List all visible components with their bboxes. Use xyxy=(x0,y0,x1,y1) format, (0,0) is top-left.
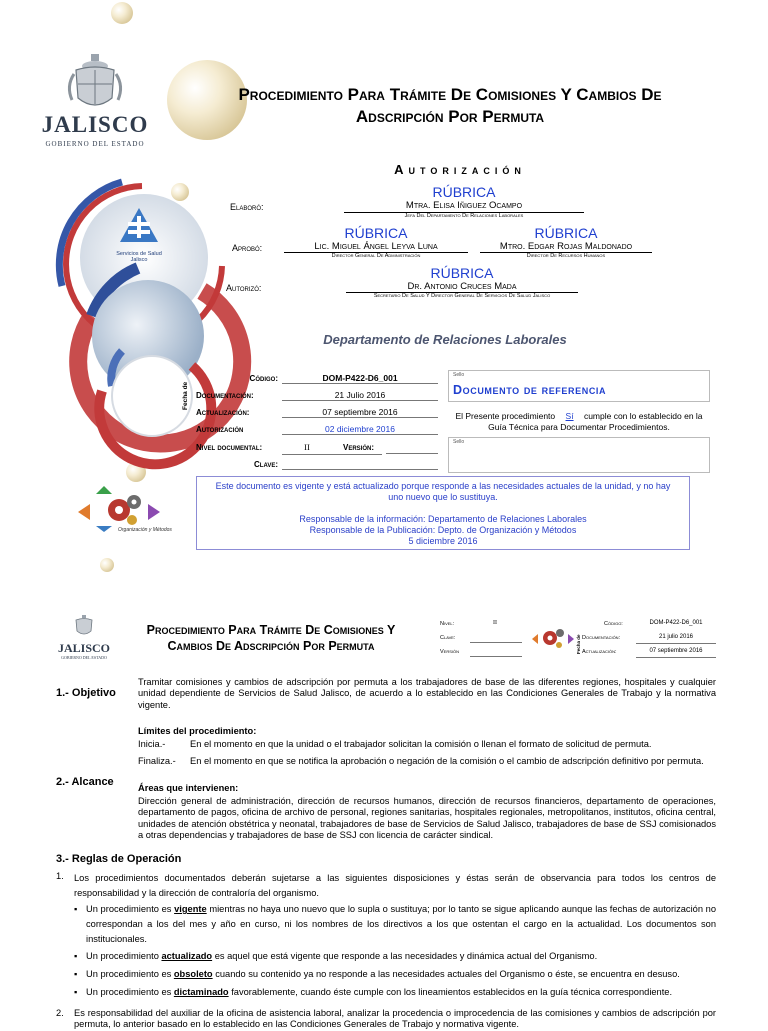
vigencia-notice xyxy=(196,476,690,550)
b1-key: vigente xyxy=(174,904,207,914)
page2-title-line2: Cambios De Adscripción Por Permuta xyxy=(167,639,375,653)
page2-clave-line xyxy=(470,642,522,643)
page2-version-label: Versión xyxy=(440,649,460,655)
page2-actualizacion-label: Actualización: xyxy=(582,649,617,655)
presente-post: cumple con lo establecido en la Guía Técnica para Documentar Procedimientos. xyxy=(488,411,703,432)
b3-key: obsoleto xyxy=(173,969,213,979)
reglas-title: 3.- Reglas de Operación xyxy=(56,853,182,865)
page2-codigo-label: Código: xyxy=(604,621,623,627)
document-title-line2: Adscripción Por Permuta xyxy=(355,107,545,126)
documentacion-label: Documentación: xyxy=(196,391,254,400)
documentacion-value: 21 Julio 2016 xyxy=(282,390,438,401)
page2-jalisco-subtitle: GOBIERNO DEL ESTADO xyxy=(61,655,107,660)
page-separator xyxy=(0,600,768,608)
autorizo-rubrica: RÚBRICA xyxy=(430,265,494,281)
autorizacion-label: Autorización xyxy=(196,425,244,434)
page2-version-line xyxy=(470,656,522,657)
autorizo-label: Autorizó: xyxy=(226,283,262,293)
page2-clave-label: Clave: xyxy=(440,635,456,641)
b1-pre: Un procedimiento es xyxy=(86,904,172,914)
finaliza-body: En el momento en que se notifica la aprobación o negación de la comisión o el cambio de adscripción definitivo por permuta. xyxy=(190,756,704,766)
sello-box-bottom xyxy=(448,437,710,473)
actualizacion-value: 07 septiembre 2016 xyxy=(282,407,438,418)
elaboro-role: Jefa Del Departamento De Relaciones Laborales xyxy=(404,213,524,219)
bullet-dot: ▪ xyxy=(74,904,78,914)
nivel-documental-value: II xyxy=(304,442,310,452)
areas-text: Dirección general de administración, dirección de recursos humanos, dirección de recursos financieros, departamento de operaciones, departamento de pagos, oficina de archivo de personal, regiones sanitarias, hospitales regionales, metropolitanos, institutos, oficina central, unidades de atención obstétrica y neonatal, trabajadores de base de Servicios de Salud Jalisco, trabajadores de base de SSJ comisionados a otras dependencias y trabajadores de base de SSJ con licencia de carácter sindical. xyxy=(138,796,716,840)
bullet-vigente-body xyxy=(86,902,716,947)
inicia-text: En el momento en que la unidad o el trabajador solicitan la comisión o llenan el formato de solicitud de permuta. xyxy=(190,739,652,749)
ssj-logo xyxy=(104,206,174,270)
nivel-underline xyxy=(282,454,382,455)
organizacion-metodos-text: Organización y Métodos xyxy=(118,527,172,533)
objetivo-title: 1.- Objetivo xyxy=(56,687,116,699)
page2-actualizacion-line xyxy=(636,657,716,658)
page2-documentacion-label: Documentación: xyxy=(582,635,621,641)
b3-pre: Un procedimiento es xyxy=(86,969,172,979)
bullet-obsoleto-body xyxy=(86,967,716,982)
autorizacion-heading: Autorización xyxy=(394,162,526,177)
elaboro-label: Elaboró: xyxy=(230,202,264,212)
clave-label: Clave: xyxy=(254,460,278,469)
limites-title: Límites del procedimiento: xyxy=(138,726,257,736)
page2-title-line1: Procedimiento Para Trámite De Comisiones Y xyxy=(146,623,396,637)
ssj-emblem-icon xyxy=(116,206,162,246)
presente-procedimiento-text xyxy=(448,411,710,433)
publication-date: 5 diciembre 2016 xyxy=(408,536,478,546)
page2-codigo-value: DOM-P422-D6_001 xyxy=(649,620,703,626)
page2-actualizacion-value: 07 septiembre 2016 xyxy=(649,648,703,654)
reglas-item2-num: 2. xyxy=(56,1008,64,1018)
decorative-bubble xyxy=(111,2,133,24)
b2-pre: Un procedimiento xyxy=(86,951,159,961)
sello-label: Sello xyxy=(453,372,465,378)
reglas-item2: Es responsabilidad del auxiliar de la oficina de asistencia laboral, analizar la procedencia o improcedencia de las comisiones y cambios de adscripción por permuta, lo anterior basado en lo establecido en las Condiciones Generales de Trabajo y normativa vigente. xyxy=(74,1008,716,1030)
page2-nivel-label: Nivel: xyxy=(440,621,455,627)
elaboro-rubrica: RÚBRICA xyxy=(432,184,496,200)
aprobo-right-rubrica: RÚBRICA xyxy=(534,225,598,241)
actualizacion-label: Actualización: xyxy=(196,408,250,417)
aprobo-right-name: Mtro. Edgar Rojas Maldonado xyxy=(499,241,633,252)
b4-key: dictaminado xyxy=(173,987,229,997)
document-title xyxy=(180,84,720,128)
bullet-vigente xyxy=(74,902,716,947)
bullet-dot: ▪ xyxy=(74,969,78,979)
jalisco-name: JALISCO xyxy=(41,112,149,137)
elaboro-name: Mtra. Elisa Iñiguez Ocampo xyxy=(405,200,523,211)
vigente-spacer xyxy=(197,503,689,514)
page2-documentacion-value: 21 julio 2016 xyxy=(658,634,694,640)
version-label: Versión: xyxy=(342,443,374,452)
b1-post: mientras no haya uno nuevo que lo supla o sustituya; por lo tanto se sigue aplicando aunque las fechas de autorización no correspondan a los del mes y año en curso, ni los nombres de los directivos a los que ostentan el cargo en la actualidad. Los documentos son institucionales. xyxy=(86,904,716,944)
b2-key: actualizado xyxy=(161,951,213,961)
ssj-logo-text: Servicios de Salud Jalisco xyxy=(116,251,162,263)
bullet-dictaminado-body xyxy=(86,985,716,1000)
inicia-label: Inicia.- xyxy=(138,739,166,749)
bullet-dot: ▪ xyxy=(74,987,78,997)
bullet-dot: ▪ xyxy=(74,951,78,961)
presente-pre: El Presente procedimiento xyxy=(455,411,556,421)
clave-value xyxy=(282,458,438,470)
page2-fecha-de-label: Fecha de xyxy=(576,634,581,654)
jalisco-subtitle: GOBIERNO DEL ESTADO xyxy=(45,140,145,148)
fecha-de-label: Fecha de xyxy=(182,381,189,410)
reglas-item1: Los procedimientos documentados deberán sujetarse a las siguientes disposiciones y éstas serán de observancia para todos los centros de responsabilidad y la dirección de contraloría del organismo. xyxy=(74,873,716,898)
aprobo-left-rubrica: RÚBRICA xyxy=(344,225,408,241)
codigo-label: Código: xyxy=(249,374,278,383)
b2-post: es aquel que está vigente que responde a las necesidades y dinámica actual del Organismo. xyxy=(214,951,598,961)
aprobo-label: Aprobó: xyxy=(232,243,263,253)
jalisco-coat-of-arms-icon xyxy=(36,52,154,114)
finaliza-text xyxy=(138,756,716,767)
documento-referencia: Documento de referencia xyxy=(453,383,607,397)
bullet-obsoleto xyxy=(74,967,716,982)
jalisco-coat-of-arms-icon-small xyxy=(69,615,99,637)
page2-title xyxy=(116,622,426,654)
bullet-dictaminado xyxy=(74,985,716,1000)
codigo-value: DOM-P422-D6_001 xyxy=(282,373,438,384)
b4-post: favorablemente, cuando éste cumple con los lineamientos establecidos en la guía técnica correspondiente. xyxy=(231,987,673,997)
reglas-item1-num: 1. xyxy=(56,871,64,881)
autorizo-role: Secretario De Salud Y Director General De Servicios De Salud Jalisco xyxy=(373,293,551,299)
document-title-line1: Procedimiento Para Trámite De Comisiones Y Cambios De xyxy=(238,85,662,104)
areas-title: Áreas que intervienen: xyxy=(138,783,239,793)
b3-post: cuando su contenido ya no responde a las necesidades actuales del Organismo o éste, se encuentra en desuso. xyxy=(215,969,680,979)
organizacion-metodos-logo xyxy=(74,486,174,546)
finaliza-label: Finaliza.- xyxy=(138,756,176,766)
objetivo-text: Tramitar comisiones y cambios de adscripción por permuta a los trabajadores de base de las diferentes regiones, hospitales y cualquier unidad dependiente de Servicios de Salud Jalisco, de acuerdo a lo establecido en las Condiciones Generales de Trabajo y la normativa vigente. xyxy=(138,677,716,710)
version-value xyxy=(386,442,438,454)
jalisco-logo xyxy=(36,52,154,152)
bullet-actualizado xyxy=(74,949,716,964)
vigente-text: Este documento es vigente y está actualizado porque responde a las necesidades actuales de la unidad, y no hay uno nuevo que lo sustituya. xyxy=(215,481,671,502)
responsable-publicacion: Responsable de la Publicación: Depto. de Organización y Métodos xyxy=(309,525,577,535)
aprobo-right-role: Director De Recursos Humanos xyxy=(526,253,606,259)
page2-gears-icon xyxy=(530,624,576,652)
b4-pre: Un procedimiento es xyxy=(86,987,172,997)
presente-si: Sí xyxy=(565,411,574,421)
autorizacion-value: 02 diciembre 2016 xyxy=(282,424,438,435)
sello-box-top xyxy=(448,370,710,402)
page2-nivel-value: II xyxy=(493,620,497,626)
gears-icon xyxy=(74,486,174,532)
autorizo-name: Dr. Antonio Cruces Mada xyxy=(407,281,517,292)
alcance-title: 2.- Alcance xyxy=(56,776,114,788)
nivel-documental-label: Nivel documental: xyxy=(196,443,263,452)
department-name: Departamento de Relaciones Laborales xyxy=(323,332,567,347)
aprobo-left-name: Lic. Miguel Ángel Leyva Luna xyxy=(314,241,438,252)
aprobo-left-role: Director General De Administración xyxy=(331,253,421,259)
page2-jalisco-logo xyxy=(56,615,112,665)
page2-jalisco-name: JALISCO xyxy=(57,641,110,655)
bullet-actualizado-body xyxy=(86,949,716,964)
responsable-informacion: Responsable de la información: Departamento de Relaciones Laborales xyxy=(299,514,587,524)
sello-label-2: Sello xyxy=(453,439,465,445)
decorative-bubble xyxy=(100,558,114,572)
page2-documentacion-line xyxy=(636,643,716,644)
